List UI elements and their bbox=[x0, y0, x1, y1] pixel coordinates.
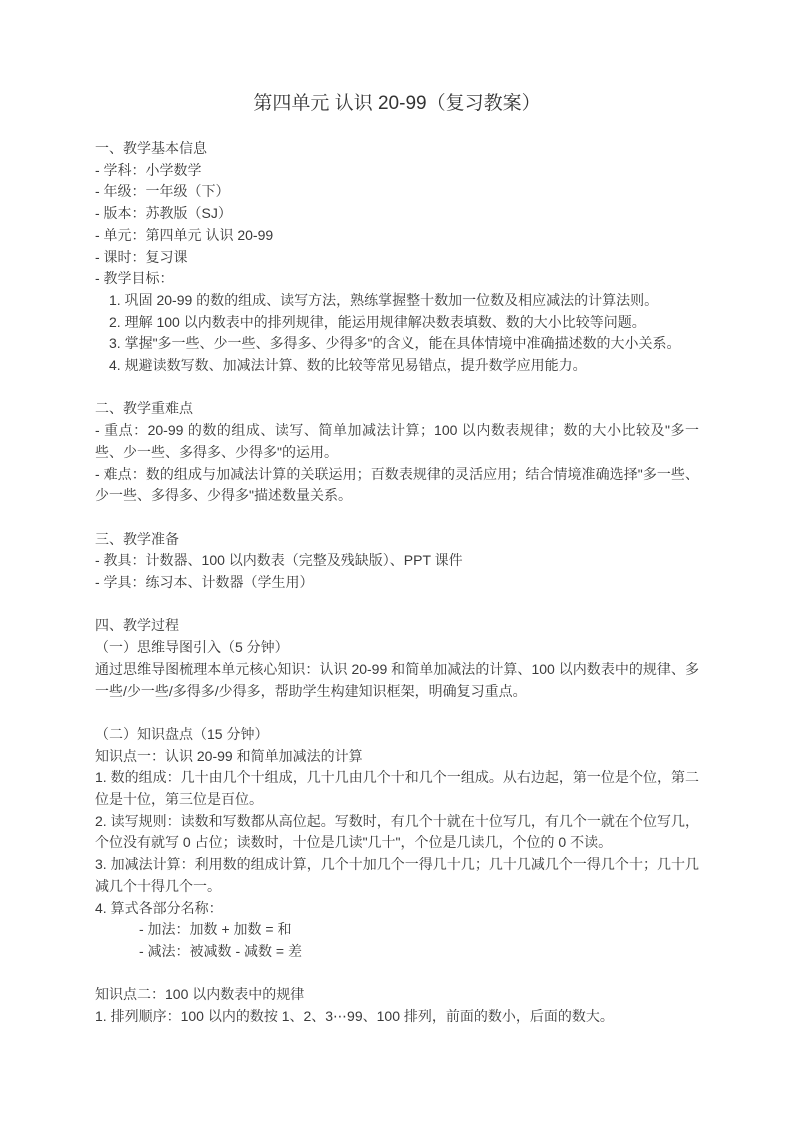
info-item-subject: - 学科：小学数学 bbox=[95, 161, 202, 178]
formula-subtraction: - 减法：被减数 - 减数 = 差 bbox=[139, 942, 302, 959]
knowledge-point1-heading: 知识点一：认识 20-99 和简单加减法的计算 bbox=[95, 747, 363, 764]
process-part2 bbox=[95, 724, 699, 963]
section-preparation bbox=[95, 529, 699, 594]
document-title: 第四单元 认识 20-99（复习教案） bbox=[253, 93, 541, 114]
info-item-edition: - 版本：苏教版（SJ） bbox=[95, 205, 232, 222]
prep-item-teacher-tools: - 教具：计数器、100 以内数表（完整及残缺版）、PPT 课件 bbox=[95, 552, 463, 569]
key-point-focus: - 重点：20-99 的数的组成、读写、简单加减法计算；100 以内数表规律；数的大小比较及"多一些、少一些、多得多、少得多"的运用。 bbox=[95, 422, 699, 460]
section-process bbox=[95, 615, 699, 702]
section-key-points bbox=[95, 398, 699, 507]
key-point-difficulty: - 难点：数的组成与加减法计算的关联运用；百数表规律的灵活应用；结合情境准确选择"多一些、少一些、多得多、少得多"描述数量关系。 bbox=[95, 465, 699, 504]
process-part1-heading: （一）思维导图引入（5 分钟） bbox=[95, 639, 289, 656]
knowledge-point2 bbox=[95, 984, 699, 1027]
goal-item-2: 2. 理解 100 以内数表中的排列规律，能运用规律解决数表填数、数的大小比较等问题。 bbox=[109, 313, 646, 330]
section-heading-process: 四、教学过程 bbox=[95, 617, 179, 634]
knowledge-point1-item-4: 4. 算式各部分名称： bbox=[95, 899, 223, 916]
goal-item-3: 3. 掌握"多一些、少一些、多得多、少得多"的含义，能在具体情境中准确描述数的大小关系。 bbox=[109, 335, 681, 352]
process-part1-body: 通过思维导图梳理本单元核心知识：认识 20-99 和简单加减法的计算、100 以内数表中的规律、多一些/少一些/多得多/少得多，帮助学生构建知识框架，明确复习重点。 bbox=[95, 660, 699, 699]
formula-addition: - 加法：加数 + 加数 = 和 bbox=[139, 921, 292, 938]
process-part2-heading: （二）知识盘点（15 分钟） bbox=[95, 725, 269, 742]
goal-item-1: 1. 巩固 20-99 的数的组成、读写方法，熟练掌握整十数加一位数及相应减法的计算法则。 bbox=[109, 291, 659, 308]
knowledge-point1-item-2: 2. 读写规则：读数和写数都从高位起。写数时，有几个十就在十位写几，有几个一就在个位写几，个位没有就写 0 占位；读数时，十位是几读"几十"，个位是几读几，个位的 0 不读。 bbox=[95, 812, 699, 851]
goal-item-4: 4. 规避读数写数、加减法计算、数的比较等常见易错点，提升数学应用能力。 bbox=[109, 357, 587, 374]
section-heading-basic-info: 一、教学基本信息 bbox=[95, 140, 207, 156]
info-item-goals-label: - 教学目标： bbox=[95, 270, 174, 287]
section-basic-info bbox=[95, 138, 699, 377]
knowledge-point2-item-1: 1. 排列顺序：100 以内的数按 1、2、3⋯99、100 排列，前面的数小，后面的数大。 bbox=[95, 1008, 614, 1025]
knowledge-point1-item-1: 1. 数的组成：几十由几个十组成，几十几由几个十和几个一组成。从右边起，第一位是个位，第二位是十位，第三位是百位。 bbox=[95, 769, 699, 808]
section-heading-preparation: 三、教学准备 bbox=[95, 530, 179, 547]
section-heading-key-points: 二、教学重难点 bbox=[95, 400, 193, 417]
knowledge-point1-item-3: 3. 加减法计算：利用数的组成计算，几个十加几个一得几十几；几十几减几个一得几个十；几十几减几个十得几个一。 bbox=[95, 856, 699, 894]
knowledge-point2-heading: 知识点二：100 以内数表中的规律 bbox=[95, 986, 305, 1003]
prep-item-student-tools: - 学具：练习本、计数器（学生用） bbox=[95, 574, 314, 591]
info-item-grade: - 年级：一年级（下） bbox=[95, 183, 230, 200]
info-item-unit: - 单元：第四单元 认识 20-99 bbox=[95, 226, 274, 243]
info-item-lesson-type: - 课时：复习课 bbox=[95, 248, 188, 265]
